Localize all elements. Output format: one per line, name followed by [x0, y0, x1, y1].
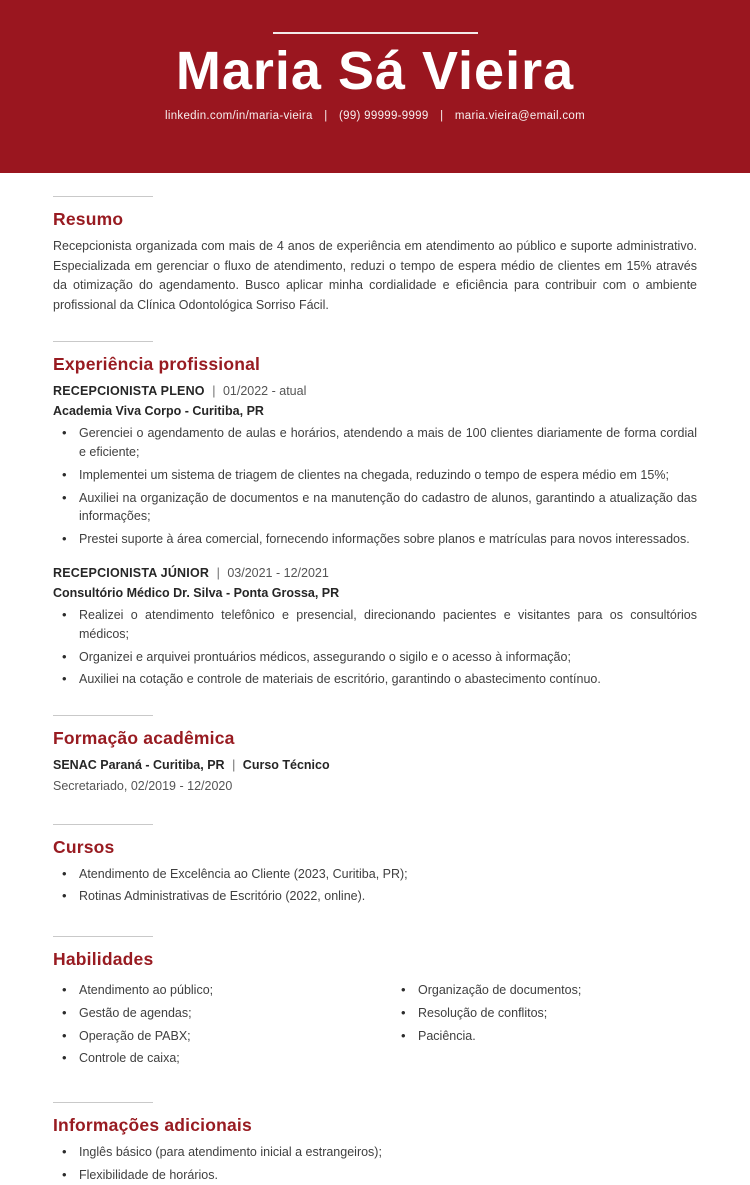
job-role: RECEPCIONISTA JÚNIOR	[53, 565, 210, 580]
habilidades-list-left	[53, 981, 392, 1072]
contact-separator: |	[324, 110, 328, 123]
job-role-line	[53, 382, 697, 400]
section-divider	[53, 196, 153, 197]
list-item: • Flexibilidade de horários.	[62, 1166, 697, 1185]
job-bullet-list	[53, 424, 697, 549]
list-item: • Paciência.	[401, 1027, 697, 1046]
job-entry	[53, 564, 697, 689]
role-period-separator: |	[216, 565, 220, 580]
resumo-paragraph: Recepcionista organizada com mais de 4 anos de experiência em atendimento ao público e suporte administrativo. Especializada em gerenciar o fluxo de atendimento, reduzi o tempo de espera médio de clientes em 15% através da otimização do agendamento. Busco aplicar minha cordialidade e eficiência para contribuir com o ambiente profissional da Clínica Odontológica Sorriso Fácil.	[53, 239, 697, 312]
section-title-formacao: Formação acadêmica	[53, 728, 235, 748]
section-formacao	[53, 715, 697, 796]
education-details: Secretariado, 02/2019 - 12/2020	[53, 778, 233, 793]
section-resumo	[53, 196, 697, 315]
list-item: • Organização de documentos;	[401, 981, 697, 1000]
resume-header	[0, 0, 750, 173]
job-period: 03/2021 - 12/2021	[227, 565, 329, 580]
resume-body	[0, 196, 750, 1185]
list-item: • Gestão de agendas;	[62, 1004, 392, 1023]
list-item: • Atendimento ao público;	[62, 981, 392, 1000]
section-title-habilidades: Habilidades	[53, 949, 154, 969]
list-item: • Rotinas Administrativas de Escritório (2022, online).	[62, 887, 697, 906]
habilidades-columns	[53, 977, 697, 1072]
list-item: • Organizei e arquivei prontuários médicos, assegurando o sigilo e o acesso à informação;	[62, 648, 697, 667]
section-cursos	[53, 824, 697, 907]
list-item: • Auxiliei na organização de documentos e na manutenção do cadastro de alunos, garantindo a atualização das informações;	[62, 489, 697, 527]
section-divider	[53, 936, 153, 937]
section-divider	[53, 1102, 153, 1103]
header-decorative-line	[273, 32, 478, 34]
section-experiencia	[53, 341, 697, 689]
section-adicionais	[53, 1102, 697, 1185]
education-institution: SENAC Paraná - Curitiba, PR	[53, 758, 225, 772]
section-divider	[53, 715, 153, 716]
job-period: 01/2022 - atual	[222, 384, 307, 398]
list-item: • Prestei suporte à área comercial, fornecendo informações sobre planos e matrículas para novos interessados.	[62, 530, 697, 549]
section-divider	[53, 341, 153, 342]
list-item: • Operação de PABX;	[62, 1027, 392, 1046]
list-item: • Atendimento de Excelência ao Cliente (2023, Curitiba, PR);	[62, 865, 697, 884]
section-divider	[53, 824, 153, 825]
list-item: • Realizei o atendimento telefônico e presencial, direcionando pacientes e visitantes para os consultórios médicos;	[62, 606, 697, 644]
education-course-type: Curso Técnico	[242, 758, 330, 772]
job-bullet-list	[53, 606, 697, 689]
job-entry	[53, 382, 697, 549]
section-title-adicionais: Informações adicionais	[53, 1115, 252, 1135]
list-item: • Auxiliei na cotação e controle de materiais de escritório, garantindo o abastecimento contínuo.	[62, 670, 697, 689]
contact-line	[165, 110, 585, 122]
cursos-bullet-list	[53, 865, 697, 907]
linkedin-url: linkedin.com/in/maria-vieira	[165, 110, 313, 123]
section-title-experiencia: Experiência profissional	[53, 354, 261, 374]
list-item: • Gerenciei o agendamento de aulas e horários, atendendo a mais de 100 clientes diariamente de forma cordial e eficiente;	[62, 424, 697, 462]
section-title-cursos: Cursos	[53, 836, 115, 857]
section-title-resumo: Resumo	[53, 209, 124, 229]
education-institution-line	[53, 756, 697, 775]
institution-course-separator: |	[232, 758, 236, 772]
candidate-name: Maria Sá Vieira	[175, 41, 575, 101]
list-item: • Implementei um sistema de triagem de clientes na chegada, reduzindo o tempo de espera médio em 15%;	[62, 466, 697, 485]
job-company: Consultório Médico Dr. Silva - Ponta Grossa, PR	[53, 585, 340, 600]
contact-separator: |	[440, 110, 444, 123]
role-period-separator: |	[212, 384, 216, 398]
job-company: Academia Viva Corpo - Curitiba, PR	[53, 404, 264, 419]
job-role-line	[53, 564, 697, 582]
list-item: • Resolução de conflitos;	[401, 1004, 697, 1023]
phone-number: (99) 99999-9999	[339, 110, 429, 123]
job-role: RECEPCIONISTA PLENO	[53, 384, 205, 398]
section-habilidades	[53, 936, 697, 1072]
list-item: • Controle de caixa;	[62, 1049, 392, 1068]
habilidades-list-right	[392, 981, 697, 1072]
list-item: • Inglês básico (para atendimento inicial a estrangeiros);	[62, 1143, 697, 1162]
adicionais-bullet-list	[53, 1143, 697, 1185]
email-address: maria.vieira@email.com	[454, 110, 585, 123]
